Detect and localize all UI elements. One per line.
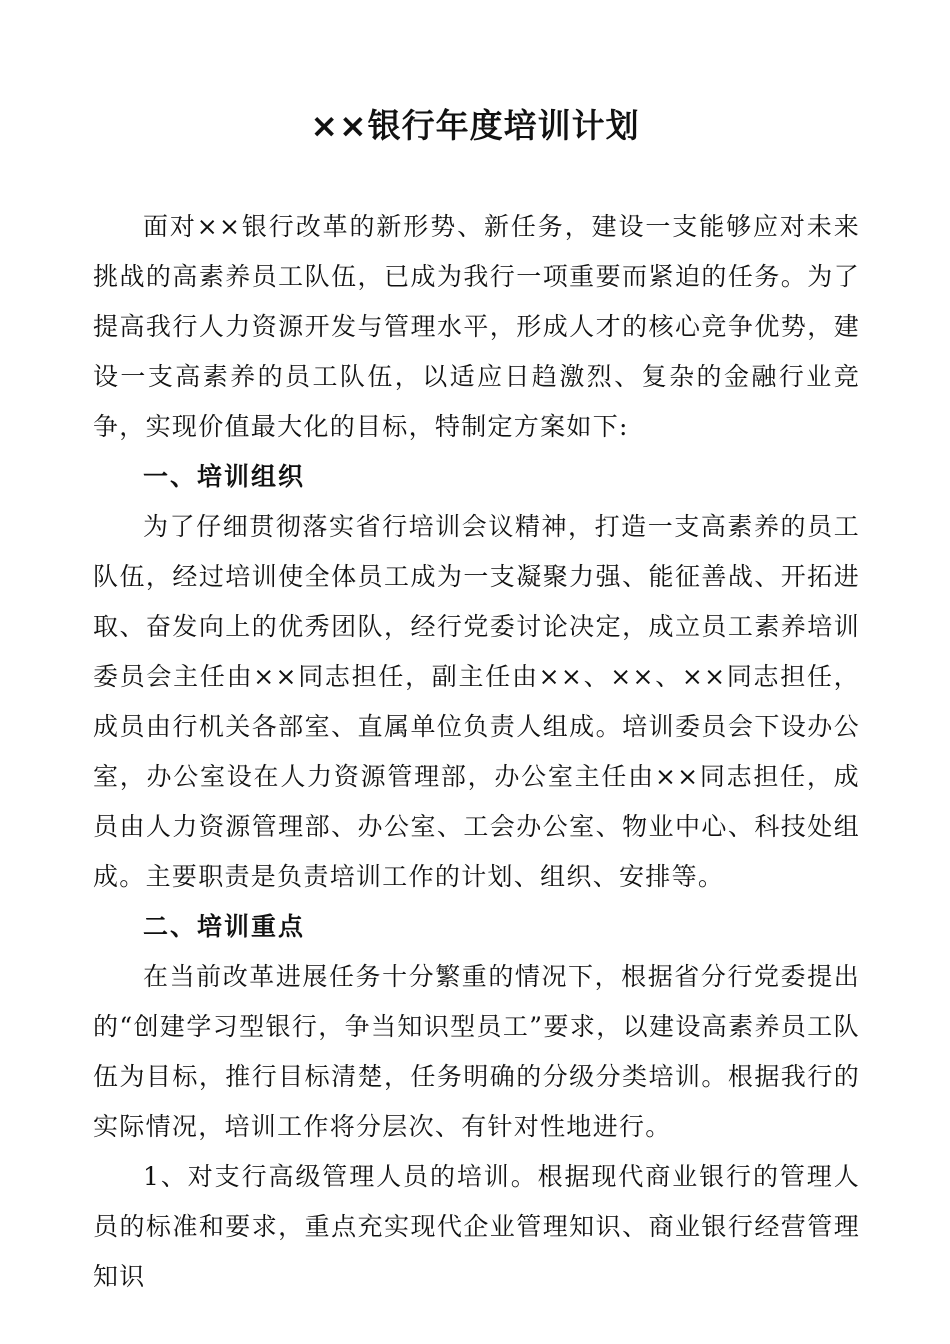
senior-management-training-paragraph: 1、对支行高级管理人员的培训。根据现代商业银行的管理人员的标准和要求，重点充实现代企业管理知识、商业银行经营管理知识	[93, 1162, 860, 1291]
organization-paragraph: 为了仔细贯彻落实省行培训会议精神，打造一支高素养的员工队伍，经过培训使全体员工成为一支凝聚力强、能征善战、开拓进取、奋发向上的优秀团队，经行党委讨论决定，成立员工素养培训委员会主任由××同志担任，副主任由××、××、××同志担任，成员由行机关各部室、直属单位负责人组成。培训委员会下设办公室，办公室设在人力资源管理部，办公室主任由××同志担任，成员由人力资源管理部、办公室、工会办公室、物业中心、科技处组成。主要职责是负责培训工作的计划、组织、安排等。	[93, 512, 860, 891]
document-body	[93, 202, 860, 1302]
intro-paragraph: 面对××银行改革的新形势、新任务，建设一支能够应对未来挑战的高素养员工队伍，已成为我行一项重要而紧迫的任务。为了提高我行人力资源开发与管理水平，形成人才的核心竞争优势，建设一支高素养的员工队伍，以适应日趋激烈、复杂的金融行业竞争，实现价值最大化的目标，特制定方案如下:	[93, 212, 860, 441]
document-title: ××银行年度培训计划	[310, 106, 640, 145]
focus-paragraph: 在当前改革进展任务十分繁重的情况下，根据省分行党委提出的“创建学习型银行，争当知识型员工”要求，以建设高素养员工队伍为目标，推行目标清楚，任务明确的分级分类培训。根据我行的实际情况，培训工作将分层次、有针对性地进行。	[93, 962, 860, 1141]
section-heading-organization: 一、培训组织	[143, 462, 306, 491]
section-heading-focus: 二、培训重点	[143, 912, 306, 941]
